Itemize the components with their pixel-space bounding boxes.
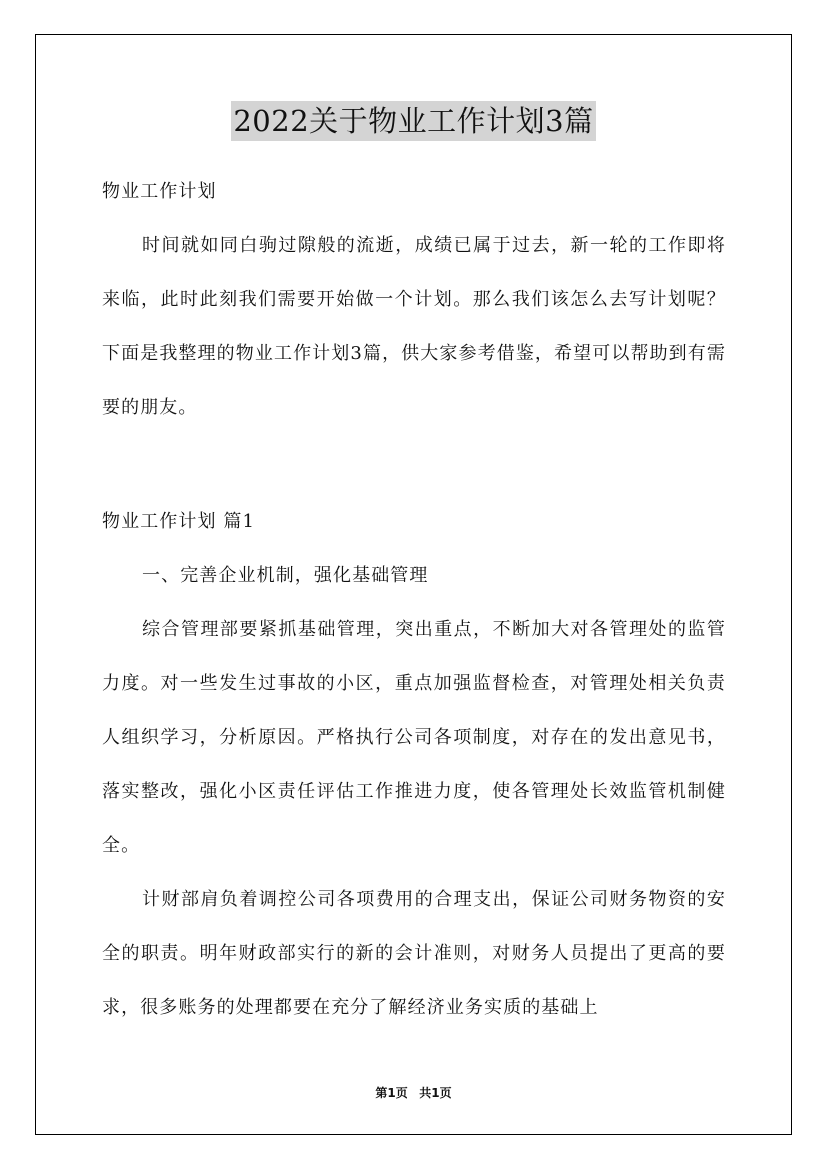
intro-paragraph: 时间就如同白驹过隙般的流逝，成绩已属于过去，新一轮的工作即将来临，此时此刻我们需要开始做一个计划。那么我们该怎么去写计划呢？下面是我整理的物业工作计划3篇，供大家参考借鉴，希望可以帮助到有需要的朋友。 <box>102 235 726 418</box>
section-gap <box>102 435 726 495</box>
intro-heading: 物业工作计划 <box>102 181 217 202</box>
section1-paragraph-2: 计财部肩负着调控公司各项费用的合理支出，保证公司财务物资的安全的职责。明年财政部实行的新的会计准则，对财务人员提出了更高的要求，很多账务的处理都要在充分了解经济业务实质的基础上 <box>102 889 726 1018</box>
page-footer <box>0 1084 827 1101</box>
title-container <box>0 101 827 141</box>
document-title: 2022关于物业工作计划3篇 <box>231 101 595 141</box>
section1-paragraph-1: 综合管理部要紧抓基础管理，突出重点，不断加大对各管理处的监管力度。对一些发生过事故的小区，重点加强监督检查，对管理处相关负责人组织学习，分析原因。严格执行公司各项制度，对存在的发出意见书，落实整改，强化小区责任评估工作推进力度，使各管理处长效监管机制健全。 <box>102 619 726 856</box>
section1-heading: 物业工作计划 篇1 <box>102 511 256 532</box>
page-total: 共1页 <box>419 1086 452 1100</box>
document-body <box>102 165 726 1035</box>
page-number: 第1页 <box>375 1086 408 1100</box>
section1-subheading: 一、完善企业机制，强化基础管理 <box>142 565 429 586</box>
